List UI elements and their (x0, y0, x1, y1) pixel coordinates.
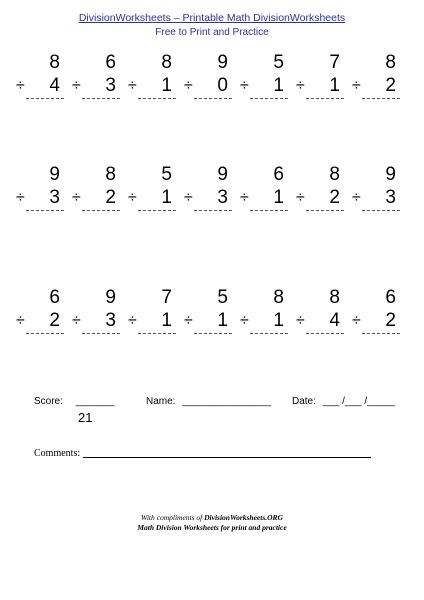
date-blank: ___ /___ /_____ (322, 396, 395, 407)
dividend: 9 (105, 287, 116, 308)
score-value: 21 (78, 410, 93, 425)
answer-line (250, 210, 288, 212)
divisor: 2 (385, 310, 396, 331)
dividend: 8 (49, 52, 60, 73)
answer-line (250, 98, 288, 100)
answer-line (26, 98, 64, 100)
divisor-line (126, 310, 176, 332)
divisor: 1 (161, 75, 172, 96)
divisor-line (238, 310, 288, 332)
answer-line (26, 210, 64, 212)
dividend: 8 (161, 52, 172, 73)
answer-line (138, 333, 176, 335)
dividend: 8 (273, 287, 284, 308)
dividend: 5 (217, 287, 228, 308)
dividend: 8 (105, 164, 116, 185)
name-field (146, 396, 271, 408)
dividend: 8 (329, 164, 340, 185)
divisor: 4 (329, 310, 340, 331)
division-problem (14, 52, 64, 112)
division-problem (294, 164, 344, 224)
divisor: 4 (49, 75, 60, 96)
answer-line (194, 333, 232, 335)
division-problem (294, 52, 344, 112)
dividend: 5 (273, 52, 284, 73)
divisor-line (182, 310, 232, 332)
comments-label: Comments: (34, 448, 81, 459)
divisor-line (294, 187, 344, 209)
divisor: 2 (49, 310, 60, 331)
answer-line (194, 210, 232, 212)
score-label: Score: (34, 396, 63, 407)
division-problem (70, 52, 120, 112)
score-blank: _______ (75, 396, 115, 407)
divisor: 0 (217, 75, 228, 96)
divisor: 2 (385, 75, 396, 96)
dividend: 9 (49, 164, 60, 185)
division-problem (238, 287, 288, 347)
division-sign: ÷ (184, 189, 193, 206)
footer-site-name: DivisionWorksheets.ORG (204, 513, 283, 522)
division-problem (350, 52, 400, 112)
division-sign: ÷ (16, 77, 25, 94)
score-field (34, 396, 115, 408)
answer-line (362, 210, 400, 212)
division-sign: ÷ (72, 77, 81, 94)
division-sign: ÷ (296, 312, 305, 329)
divisor: 1 (273, 310, 284, 331)
division-sign: ÷ (240, 77, 249, 94)
divisor: 1 (217, 310, 228, 331)
divisor-line (182, 187, 232, 209)
division-problem (350, 164, 400, 224)
footer-tagline: Math Division Worksheets for print and practice (137, 523, 287, 532)
dividend: 9 (217, 52, 228, 73)
division-problem (126, 287, 176, 347)
division-sign: ÷ (240, 189, 249, 206)
answer-line (138, 210, 176, 212)
divisor: 1 (161, 310, 172, 331)
division-problem (126, 52, 176, 112)
answer-line (26, 333, 64, 335)
divisor-line (294, 75, 344, 97)
dividend: 6 (273, 164, 284, 185)
divisor-line (350, 75, 400, 97)
divisor-line (350, 187, 400, 209)
division-problem (14, 164, 64, 224)
answer-line (306, 210, 344, 212)
answer-line (306, 333, 344, 335)
divisor-line (14, 310, 64, 332)
answer-line (250, 333, 288, 335)
divisor: 1 (273, 75, 284, 96)
division-problem (70, 287, 120, 347)
header-title-link[interactable]: DivisionWorksheets – Printable Math DivisionWorksheets (78, 12, 346, 24)
divisor-line (14, 187, 64, 209)
dividend: 9 (385, 164, 396, 185)
division-sign: ÷ (128, 312, 137, 329)
division-sign: ÷ (352, 312, 361, 329)
answer-line (82, 333, 120, 335)
division-problem (14, 287, 64, 347)
divisor: 3 (49, 187, 60, 208)
division-sign: ÷ (352, 189, 361, 206)
division-problem (294, 287, 344, 347)
dividend: 8 (385, 52, 396, 73)
divisor: 3 (385, 187, 396, 208)
division-sign: ÷ (16, 312, 25, 329)
divisor: 3 (105, 310, 116, 331)
division-sign: ÷ (72, 312, 81, 329)
footer-credit (0, 513, 424, 523)
division-sign: ÷ (184, 312, 193, 329)
dividend: 8 (329, 287, 340, 308)
answer-line (194, 98, 232, 100)
divisor: 3 (105, 75, 116, 96)
footer (0, 513, 424, 533)
answer-line (138, 98, 176, 100)
dividend: 6 (385, 287, 396, 308)
date-label: Date: (292, 396, 316, 407)
divisor-line (70, 187, 120, 209)
dividend: 7 (329, 52, 340, 73)
division-problem (182, 287, 232, 347)
divisor-line (182, 75, 232, 97)
division-problem (238, 164, 288, 224)
name-label: Name: (146, 396, 176, 407)
division-sign: ÷ (128, 189, 137, 206)
dividend: 5 (161, 164, 172, 185)
division-sign: ÷ (184, 77, 193, 94)
name-blank: ________________ (182, 396, 272, 407)
divisor-line (294, 310, 344, 332)
division-sign: ÷ (240, 312, 249, 329)
dividend: 9 (217, 164, 228, 185)
divisor-line (350, 310, 400, 332)
answer-line (82, 98, 120, 100)
header-subtitle: Free to Print and Practice (155, 27, 269, 38)
divisor-line (238, 75, 288, 97)
division-sign: ÷ (128, 77, 137, 94)
comments-line (83, 457, 371, 458)
problem-row-3 (14, 287, 414, 347)
answer-line (306, 98, 344, 100)
divisor-line (126, 187, 176, 209)
division-sign: ÷ (16, 189, 25, 206)
dividend: 7 (161, 287, 172, 308)
answer-line (362, 333, 400, 335)
divisor: 2 (329, 187, 340, 208)
division-problem (70, 164, 120, 224)
problem-row-1 (14, 52, 414, 112)
divisor: 1 (273, 187, 284, 208)
date-field (292, 396, 395, 408)
divisor: 2 (105, 187, 116, 208)
division-problem (238, 52, 288, 112)
divisor: 1 (161, 187, 172, 208)
footer-credit-prefix: With compliments of (141, 513, 205, 522)
division-problem (350, 287, 400, 347)
division-sign: ÷ (296, 77, 305, 94)
division-problem (182, 164, 232, 224)
divisor-line (126, 75, 176, 97)
division-problem (182, 52, 232, 112)
dividend: 6 (49, 287, 60, 308)
answer-line (82, 210, 120, 212)
division-sign: ÷ (352, 77, 361, 94)
divisor: 3 (217, 187, 228, 208)
divisor-line (238, 187, 288, 209)
problem-row-2 (14, 164, 414, 224)
dividend: 6 (105, 52, 116, 73)
divisor: 1 (329, 75, 340, 96)
division-problem (126, 164, 176, 224)
divisor-line (70, 75, 120, 97)
answer-line (362, 98, 400, 100)
division-sign: ÷ (72, 189, 81, 206)
divisor-line (70, 310, 120, 332)
worksheet-header (0, 12, 424, 39)
divisor-line (14, 75, 64, 97)
division-sign: ÷ (296, 189, 305, 206)
